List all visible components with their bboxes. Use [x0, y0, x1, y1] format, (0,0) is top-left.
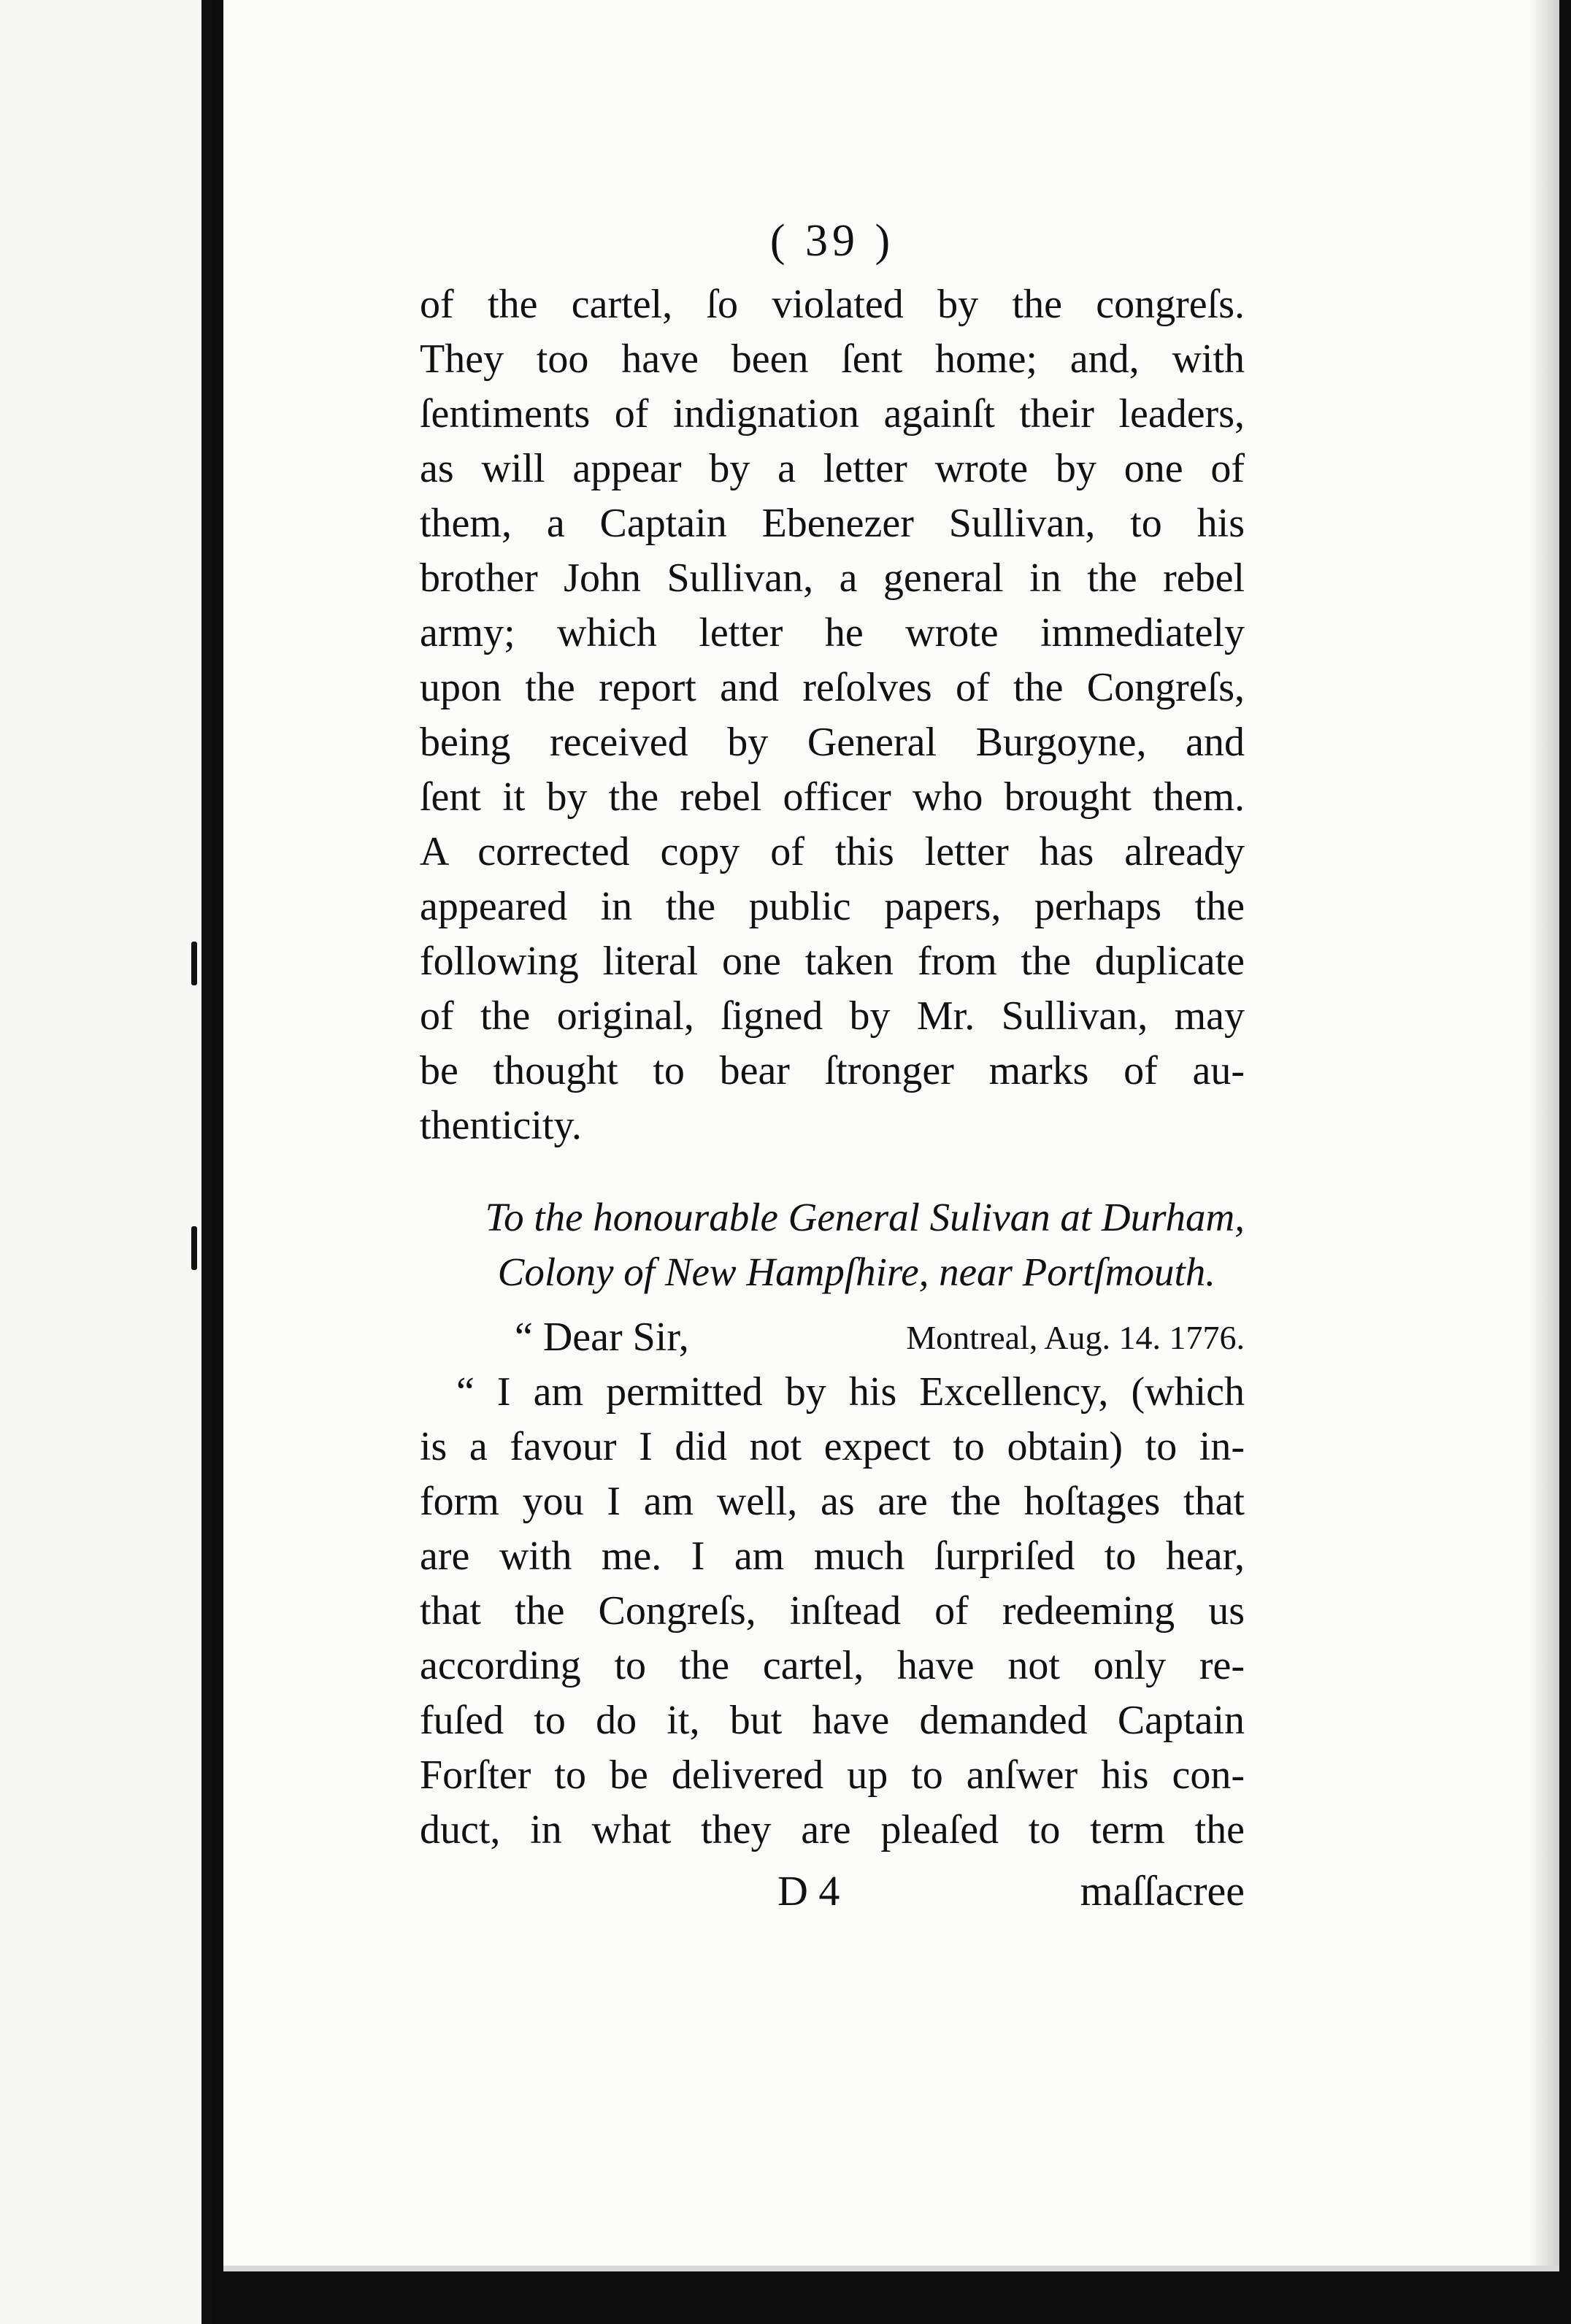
body-line: be thought to bear ſtronger marks of au-: [420, 1048, 1245, 1093]
body-line: ſent it by the rebel officer who brought them.: [420, 774, 1245, 820]
body-line: as will appear by a letter wrote by one of: [420, 446, 1245, 491]
catchword: maſſacree: [1080, 1867, 1245, 1915]
page-footer: [420, 1862, 1245, 1920]
body-line: They too have been ſent home; and, with: [420, 336, 1245, 382]
letter-line: is a favour I did not expect to obtain) to in-: [420, 1424, 1245, 1469]
salutation-row: [420, 1310, 1245, 1365]
letter-line: duct, in what they are pleaſed to term the: [420, 1807, 1245, 1852]
page-bottom-edge: [223, 2266, 1559, 2271]
letter-line: are with me. I am much ſurpriſed to hear,: [420, 1534, 1245, 1579]
body-line: of the original, ſigned by Mr. Sullivan, may: [420, 993, 1245, 1039]
body-line: being received by General Burgoyne, and: [420, 720, 1245, 765]
page-text: [420, 204, 1245, 1920]
letter-address-line-2: Colony of New Hampſhire, near Portſmouth.: [497, 1250, 1215, 1294]
body-line: ſentiments of indignation againſt their leaders,: [420, 391, 1245, 436]
letter-line: Forſter to be delivered up to anſwer his con-: [420, 1752, 1245, 1798]
letter-line: according to the cartel, have not only re-: [420, 1643, 1245, 1688]
body-line: upon the report and reſolves of the Congreſs,: [420, 665, 1245, 710]
binding-mark: [191, 942, 197, 985]
letter-line: “ I am permitted by his Excellency, (which: [456, 1369, 1245, 1415]
page-edge-shadow: [1530, 0, 1559, 2271]
signature-mark: D 4: [777, 1867, 840, 1915]
body-line: brother John Sullivan, a general in the rebel: [420, 555, 1245, 601]
body-line: A corrected copy of this letter has already: [420, 829, 1245, 874]
body-line: them, a Captain Ebenezer Sullivan, to his: [420, 501, 1245, 546]
body-line: following literal one taken from the duplicate: [420, 939, 1245, 984]
body-line: thenticity.: [420, 1103, 582, 1148]
page-number-header: ( 39 ): [769, 216, 895, 266]
gutter-shadow: [201, 0, 212, 2324]
body-line: appeared in the public papers, perhaps the: [420, 884, 1245, 929]
salutation: “ Dear Sir,: [515, 1315, 689, 1360]
body-line: of the cartel, ſo violated by the congreſs.: [420, 282, 1245, 327]
body-line: army; which letter he wrote immediately: [420, 610, 1245, 655]
letter-line: form you I am well, as are the hoſtages that: [420, 1479, 1245, 1524]
binding-mark: [191, 1226, 197, 1270]
letter-line: that the Congreſs, inſtead of redeeming us: [420, 1588, 1245, 1634]
dateline: Montreal, Aug. 14. 1776.: [906, 1319, 1245, 1356]
letter-line: fuſed to do it, but have demanded Captain: [420, 1698, 1245, 1743]
letter-address-line-1: To the honourable General Sulivan at Durham,: [485, 1195, 1245, 1239]
facing-page-edge: [0, 0, 212, 2324]
